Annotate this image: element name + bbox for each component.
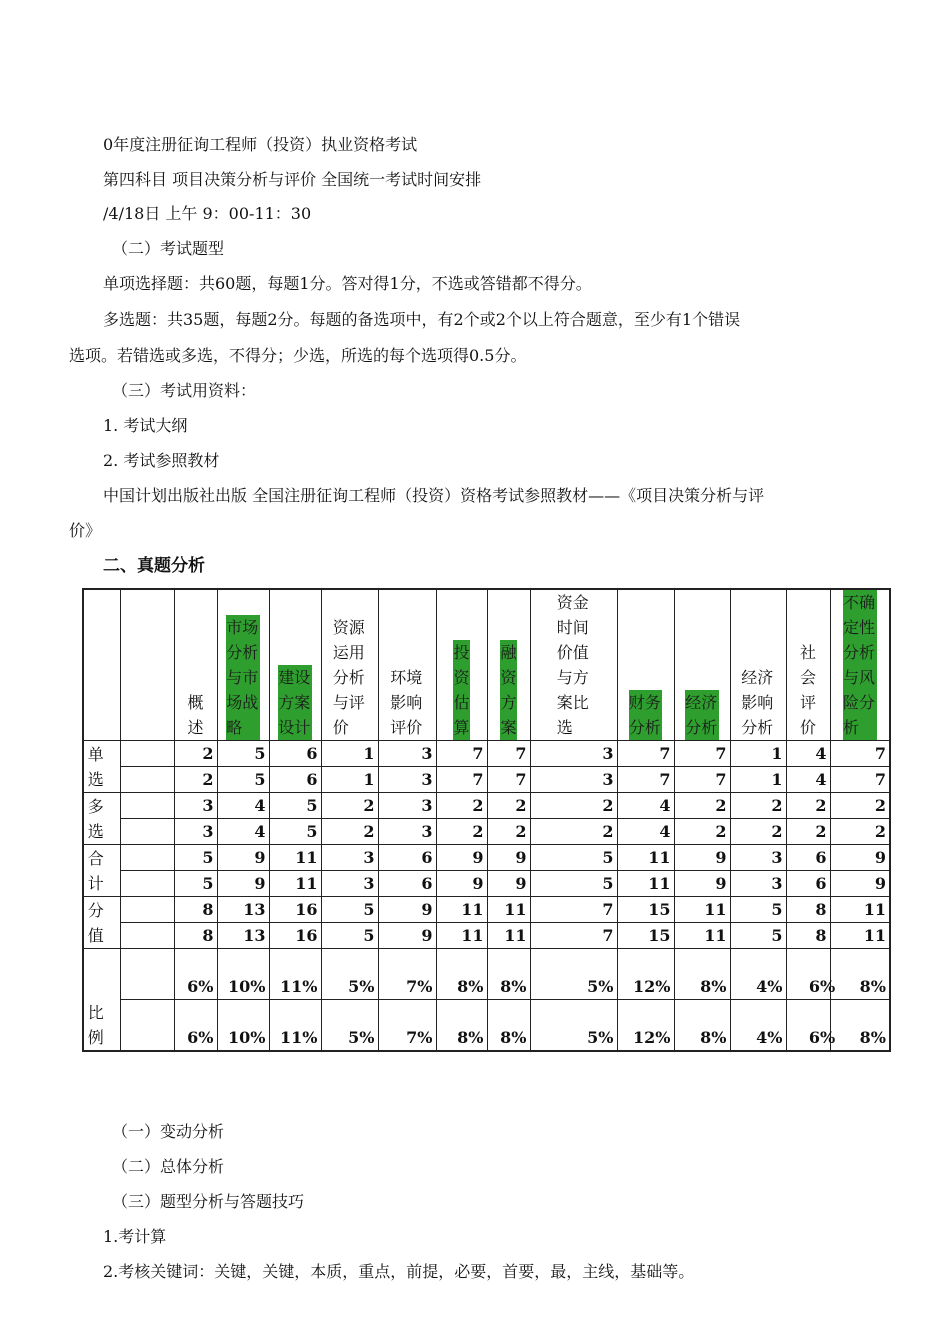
table-cell: 3	[530, 741, 617, 767]
table-cell: 12%	[617, 949, 674, 1000]
table-cell: 11	[269, 871, 321, 897]
table-row	[83, 767, 890, 793]
table-row	[83, 897, 890, 923]
table-cell: 7	[830, 741, 890, 767]
table-cell: 8	[786, 897, 830, 923]
table-cell: 5%	[530, 1000, 617, 1051]
table-cell: 11	[269, 845, 321, 871]
table-cell: 2	[487, 793, 530, 819]
row-blank-cell	[120, 741, 174, 767]
col-header: 社会评价	[786, 589, 830, 741]
table-cell: 5	[730, 923, 786, 949]
table-cell: 7	[436, 767, 487, 793]
exam-title: 0年度注册征询工程师（投资）执业资格考试	[103, 135, 418, 154]
table-cell: 1	[321, 741, 378, 767]
section-materials: （三）考试用资料：	[112, 381, 257, 400]
table-cell: 2	[487, 819, 530, 845]
section-heading: 二、真题分析	[103, 556, 205, 576]
table-cell: 9	[436, 871, 487, 897]
row-group-label: 合计	[83, 845, 120, 897]
table-cell: 11	[617, 871, 674, 897]
table-cell: 5	[321, 897, 378, 923]
table-cell: 2	[436, 793, 487, 819]
table-cell: 4%	[730, 949, 786, 1000]
table-cell: 7	[830, 767, 890, 793]
table-cell: 2	[174, 767, 217, 793]
table-cell: 9	[436, 845, 487, 871]
row-group-label: 多选	[83, 793, 120, 845]
col-header: 经济分析	[674, 589, 730, 741]
table-cell: 5	[217, 741, 269, 767]
col-header: 财务分析	[617, 589, 674, 741]
table-cell: 3	[174, 793, 217, 819]
textbook-desc: 中国计划出版社出版 全国注册征询工程师（投资）资格考试参照教材——《项目决策分析与评	[103, 486, 765, 505]
table-cell: 5	[217, 767, 269, 793]
table-cell: 11	[674, 897, 730, 923]
table-cell: 5	[174, 871, 217, 897]
table-cell: 11	[487, 897, 530, 923]
table-cell: 9	[674, 871, 730, 897]
table-cell: 2	[321, 819, 378, 845]
table-cell: 2	[174, 741, 217, 767]
table-cell: 9	[217, 871, 269, 897]
table-cell: 1	[730, 767, 786, 793]
table-cell: 2	[674, 793, 730, 819]
table-cell: 2	[830, 793, 890, 819]
header-blank-1	[83, 589, 120, 741]
col-header: 环境影响评价	[378, 589, 436, 741]
table-row	[83, 741, 890, 767]
table-cell: 4	[786, 741, 830, 767]
table-cell: 11	[830, 897, 890, 923]
analysis-types: （三）题型分析与答题技巧	[112, 1192, 305, 1211]
row-group-label: 单选	[83, 741, 120, 793]
table-cell: 8%	[830, 949, 890, 1000]
table-cell: 4	[217, 819, 269, 845]
table-cell: 3	[730, 845, 786, 871]
table-cell: 7%	[378, 1000, 436, 1051]
table-cell: 9	[378, 923, 436, 949]
table-cell: 8	[174, 923, 217, 949]
row-group-label: 比例	[83, 949, 120, 1051]
table-cell: 8%	[674, 1000, 730, 1051]
table-cell: 8%	[487, 1000, 530, 1051]
textbook-desc-cont: 价》	[69, 521, 102, 540]
section-question-types: （二）考试题型	[112, 239, 225, 258]
table-cell: 11	[436, 897, 487, 923]
table-row	[83, 819, 890, 845]
table-cell: 8%	[830, 1000, 890, 1051]
table-cell: 4%	[730, 1000, 786, 1051]
tip-keywords: 2.考核关键词：关键，关键，本质，重点，前提，必要，首要，最，主线，基础等。	[103, 1262, 695, 1281]
table-cell: 2	[786, 793, 830, 819]
table-cell: 3	[530, 767, 617, 793]
table-cell: 6	[269, 767, 321, 793]
table-cell: 11	[436, 923, 487, 949]
table-cell: 5	[321, 923, 378, 949]
table-cell: 6%	[174, 1000, 217, 1051]
multi-choice-desc-cont: 选项。若错选或多选，不得分；少选，所选的每个选项得0.5分。	[69, 346, 527, 365]
table-cell: 4	[617, 819, 674, 845]
table-cell: 2	[786, 819, 830, 845]
subject-schedule: 第四科目 项目决策分析与评价 全国统一考试时间安排	[103, 170, 482, 189]
table-cell: 11%	[269, 949, 321, 1000]
table-cell: 6	[378, 845, 436, 871]
table-cell: 4	[217, 793, 269, 819]
table-cell: 9	[830, 845, 890, 871]
table-cell: 11	[674, 923, 730, 949]
table-body	[83, 741, 890, 1051]
col-header: 不确定性分析与风险分析	[830, 589, 890, 741]
table-row	[83, 845, 890, 871]
tip-calculation: 1.考计算	[103, 1227, 167, 1246]
row-blank-cell	[120, 897, 174, 923]
table-cell: 13	[217, 923, 269, 949]
header-blank-2	[120, 589, 174, 741]
table-cell: 3	[174, 819, 217, 845]
table-cell: 6%	[786, 949, 830, 1000]
table-row	[83, 923, 890, 949]
table-cell: 4	[617, 793, 674, 819]
table-cell: 6	[786, 845, 830, 871]
table-row	[83, 871, 890, 897]
table-cell: 9	[378, 897, 436, 923]
table-cell: 2	[674, 819, 730, 845]
table-cell: 6	[378, 871, 436, 897]
table-cell: 15	[617, 897, 674, 923]
table-cell: 16	[269, 897, 321, 923]
table-cell: 5	[730, 897, 786, 923]
col-header: 投资估算	[436, 589, 487, 741]
row-group-label: 分值	[83, 897, 120, 949]
table-cell: 9	[487, 871, 530, 897]
row-blank-cell	[120, 949, 174, 1000]
col-header: 建设方案设计	[269, 589, 321, 741]
table-cell: 3	[321, 871, 378, 897]
col-header: 经济影响分析	[730, 589, 786, 741]
col-header: 市场分析与市场战略	[217, 589, 269, 741]
table-cell: 8%	[487, 949, 530, 1000]
col-header: 概述	[174, 589, 217, 741]
row-blank-cell	[120, 845, 174, 871]
table-cell: 7	[530, 923, 617, 949]
table-cell: 7	[617, 741, 674, 767]
table-cell: 3	[378, 819, 436, 845]
table-cell: 2	[530, 819, 617, 845]
row-blank-cell	[120, 923, 174, 949]
table-cell: 7	[487, 767, 530, 793]
single-choice-desc: 单项选择题：共60题，每题1分。答对得1分，不选或答错都不得分。	[103, 274, 592, 293]
table-cell: 8%	[674, 949, 730, 1000]
exam-date-time: /4/18日 上午 9：00-11：30	[103, 204, 312, 223]
table-cell: 5	[269, 819, 321, 845]
table-cell: 7	[436, 741, 487, 767]
table-cell: 7	[617, 767, 674, 793]
table-cell: 6%	[786, 1000, 830, 1051]
table-row	[83, 949, 890, 1000]
table-cell: 7%	[378, 949, 436, 1000]
table-cell: 3	[321, 845, 378, 871]
table-cell: 9	[487, 845, 530, 871]
row-blank-cell	[120, 819, 174, 845]
table-cell: 3	[730, 871, 786, 897]
table-cell: 8	[174, 897, 217, 923]
table-cell: 7	[530, 897, 617, 923]
table-cell: 16	[269, 923, 321, 949]
col-header: 资源运用分析与评价	[321, 589, 378, 741]
table-cell: 5	[530, 845, 617, 871]
row-blank-cell	[120, 871, 174, 897]
table-cell: 5%	[321, 1000, 378, 1051]
table-cell: 2	[830, 819, 890, 845]
analysis-change: （一）变动分析	[112, 1122, 225, 1141]
table-cell: 11	[617, 845, 674, 871]
table-cell: 9	[830, 871, 890, 897]
header-row	[83, 589, 890, 741]
material-item-1: 1. 考试大纲	[103, 416, 188, 435]
table-cell: 3	[378, 741, 436, 767]
table-row	[83, 1000, 890, 1051]
table-cell: 1	[321, 767, 378, 793]
multi-choice-desc: 多选题：共35题，每题2分。每题的备选项中，有2个或2个以上符合题意，至少有1个错误	[103, 310, 741, 329]
table-cell: 7	[674, 767, 730, 793]
table-cell: 4	[786, 767, 830, 793]
table-cell: 9	[674, 845, 730, 871]
table-cell: 11	[830, 923, 890, 949]
table-cell: 12%	[617, 1000, 674, 1051]
table-cell: 5	[269, 793, 321, 819]
table-cell: 6	[269, 741, 321, 767]
table-cell: 11%	[269, 1000, 321, 1051]
col-header: 融资方案	[487, 589, 530, 741]
row-blank-cell	[120, 1000, 174, 1051]
table-cell: 2	[321, 793, 378, 819]
table-cell: 3	[378, 767, 436, 793]
table-cell: 8%	[436, 949, 487, 1000]
table-cell: 15	[617, 923, 674, 949]
table-cell: 13	[217, 897, 269, 923]
col-header: 资金时间价值与方案比选	[530, 589, 617, 741]
exam-statistics-table	[82, 588, 891, 1052]
analysis-overall: （二）总体分析	[112, 1157, 225, 1176]
table-cell: 10%	[217, 949, 269, 1000]
table-cell: 5%	[321, 949, 378, 1000]
table-cell: 7	[674, 741, 730, 767]
table-cell: 8	[786, 923, 830, 949]
material-item-2: 2. 考试参照教材	[103, 451, 220, 470]
table-cell: 2	[436, 819, 487, 845]
table-cell: 9	[217, 845, 269, 871]
table-cell: 5	[174, 845, 217, 871]
table-cell: 6%	[174, 949, 217, 1000]
table-cell: 5%	[530, 949, 617, 1000]
table-cell: 5	[530, 871, 617, 897]
table-cell: 2	[730, 819, 786, 845]
table-row	[83, 793, 890, 819]
table-cell: 11	[487, 923, 530, 949]
table-cell: 1	[730, 741, 786, 767]
row-blank-cell	[120, 767, 174, 793]
row-blank-cell	[120, 793, 174, 819]
table-cell: 10%	[217, 1000, 269, 1051]
table-cell: 2	[530, 793, 617, 819]
table-cell: 3	[378, 793, 436, 819]
table-cell: 6	[786, 871, 830, 897]
table-cell: 8%	[436, 1000, 487, 1051]
table-cell: 7	[487, 741, 530, 767]
table-cell: 2	[730, 793, 786, 819]
